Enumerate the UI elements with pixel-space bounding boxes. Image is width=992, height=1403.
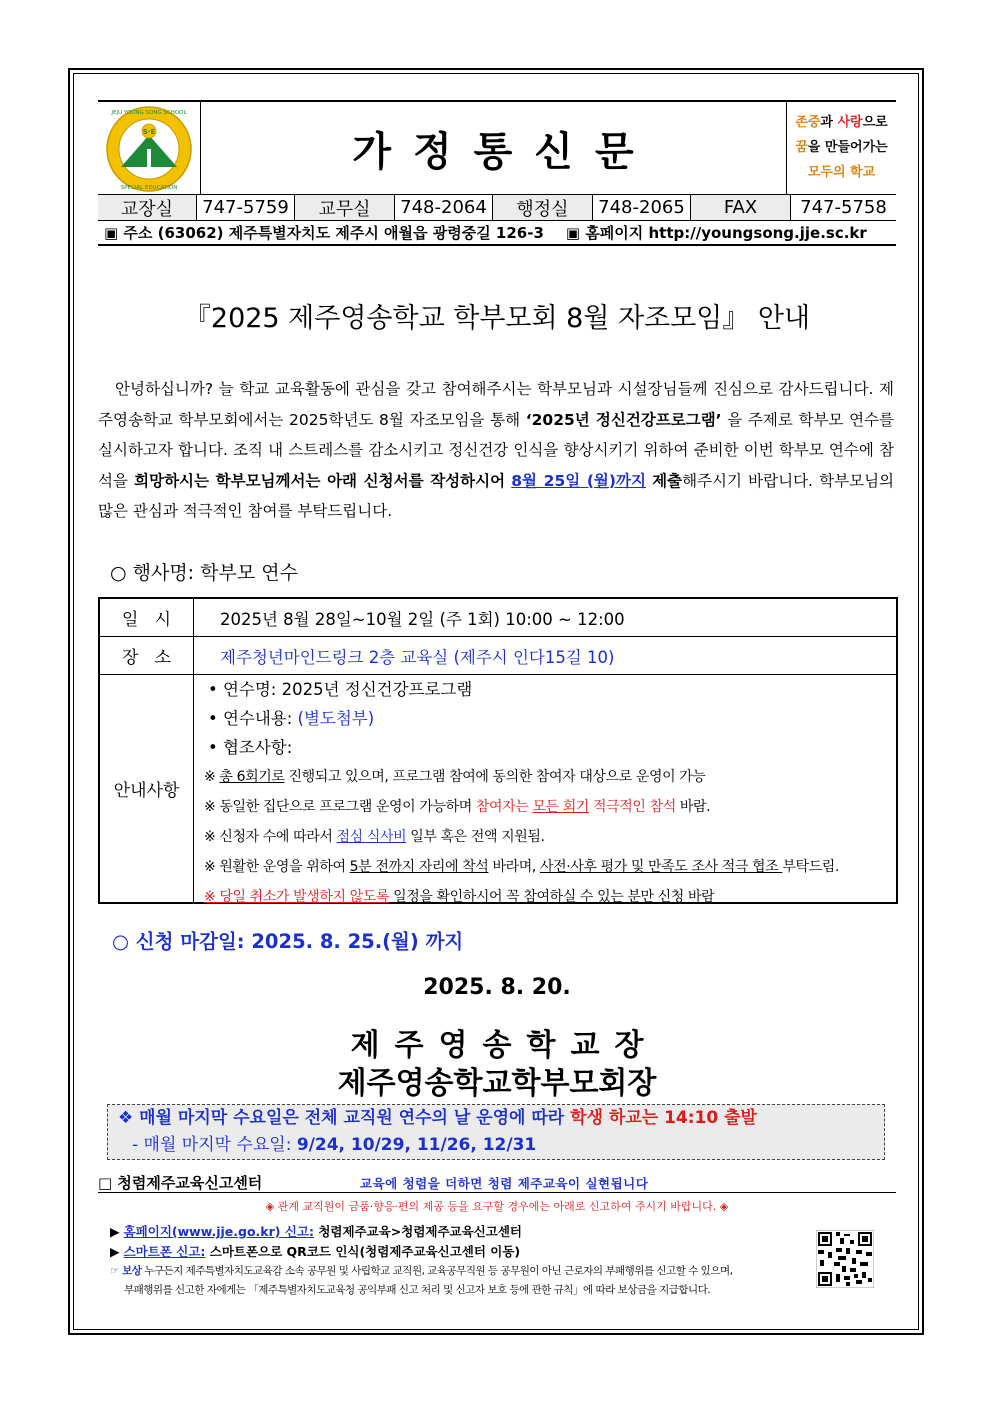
course-content-attachment: (별도첨부) bbox=[297, 709, 375, 728]
event-name: ○ 행사명: 학부모 연수 bbox=[110, 562, 298, 584]
notice-dates-label: - 매월 마지막 수요일: bbox=[132, 1135, 297, 1155]
note-attendance-end: 바람. bbox=[675, 799, 711, 815]
letterhead-top bbox=[98, 100, 896, 195]
report-homepage-path: 청렴제주교육>청렴제주교육신고센터 bbox=[313, 1224, 523, 1239]
note-punctuality-seat: 5분 전까지 자리에 착석 bbox=[349, 859, 489, 875]
school-homepage[interactable]: ▣ 홈페이지 http://youngsong.jje.sc.kr bbox=[565, 224, 867, 242]
reward-line-2: 부패행위를 신고한 자에게는 「제주특별자치도교육청 공익부패 신고 처리 및 신고자 보호 등에 관한 규칙」에 따라 보상금을 지급합니다. bbox=[124, 1284, 711, 1296]
slogan-making: 을 만들어가는 bbox=[807, 140, 888, 155]
logo-bottom-text: SPECIAL EDUCATION bbox=[120, 184, 178, 191]
slogan-school: 모두의 학교 bbox=[807, 165, 876, 180]
slogan-respect: 존중 bbox=[795, 115, 821, 130]
contact-row bbox=[98, 195, 896, 221]
note-mark: ※ bbox=[204, 769, 220, 785]
report-smartphone bbox=[110, 1242, 732, 1262]
note-cancel bbox=[204, 882, 896, 912]
school-logo-emblem bbox=[105, 105, 193, 193]
place-label: 장 소 bbox=[100, 637, 194, 674]
intro-text-1: 안녕하십니까? 늘 학교 교육활동에 관심을 갖고 참여해주시는 학부모님과 시설장님들께 진심으로 감사드립니다. 제주영송학교 학부모회에서는 2025학년도 8월 자조모임을 통해 bbox=[98, 380, 894, 429]
note-lunch-end: 일부 혹은 전액 지원됨. bbox=[406, 829, 545, 845]
document-title: 『2025 제주영송학교 학부모회 8월 자조모임』 안내 bbox=[183, 303, 811, 334]
reward-label: ☞ 보상 bbox=[110, 1265, 142, 1277]
note-punctuality-end: 부탁드림. bbox=[782, 859, 839, 875]
notice-line-1 bbox=[118, 1105, 884, 1132]
slogan-love: 사랑 bbox=[837, 115, 863, 130]
note-lunch bbox=[204, 822, 896, 852]
guide-content bbox=[194, 675, 896, 905]
report-smartphone-method: 스마트폰으로 QR코드 인식(청렴제주교육신고센터 이동) bbox=[205, 1244, 521, 1259]
info-row-date bbox=[100, 599, 896, 637]
slogan-and: 과 bbox=[820, 115, 838, 130]
note-punctuality-text: ※ 원활한 운영을 위하여 bbox=[204, 859, 350, 875]
intro-text-2: 을 주제로 학부모 연수를 실시하고자 합니다. 조직 내 스트레스를 감소시키고 정신건강 인식을 향상시키기 위하여 준비한 이번 학부모 연수에 참석을 bbox=[98, 410, 894, 490]
note-attendance bbox=[204, 792, 896, 822]
note-cancel-warning: ※ 당일 취소가 발생하지 않도록 bbox=[204, 889, 390, 905]
report-instruction: ◈ 관계 교직원이 금품·향응·편의 제공 등을 요구할 경우에는 아래로 신고하여 주시기 바랍니다. ◈ bbox=[265, 1200, 729, 1213]
integrity-slogan: 교육에 청렴을 더하면 청렴 제주교육이 실현됩니다 bbox=[360, 1176, 649, 1191]
guide-label: 안내사항 bbox=[100, 675, 194, 902]
note-attendance-participants: 참여자는 bbox=[475, 799, 533, 815]
contact-label: FAX bbox=[691, 195, 791, 220]
logo-center-text: S·E bbox=[142, 127, 156, 136]
wednesday-notice bbox=[107, 1104, 885, 1160]
newsletter-title: 가정통신문 bbox=[352, 129, 656, 175]
arrow-icon: ▶ bbox=[110, 1244, 124, 1259]
note-punctuality-mid: 바라며, bbox=[488, 859, 540, 875]
contact-number: 748-2065 bbox=[593, 195, 691, 220]
slogan-dream: 꿈 bbox=[795, 140, 808, 155]
notice-line-2 bbox=[118, 1132, 884, 1158]
signature-principal: 제주영송학교장 bbox=[350, 1028, 659, 1063]
signature-parents-association: 제주영송학교학부모회장 bbox=[337, 1066, 657, 1101]
note-attendance-all: 모든 회기 bbox=[532, 799, 589, 815]
date-value: 2025년 8월 28일~10월 2일 (주 1회) 10:00 ~ 12:00 bbox=[220, 609, 625, 629]
contact-label: 교무실 bbox=[295, 195, 395, 220]
report-smartphone-link[interactable]: 스마트폰 신고: bbox=[123, 1244, 206, 1259]
school-slogan bbox=[786, 102, 896, 195]
event-info-table bbox=[98, 597, 898, 904]
course-content bbox=[204, 704, 896, 733]
note-lunch-text: ※ 신청자 수에 따라서 bbox=[204, 829, 337, 845]
notice-text: ❖ 매월 마지막 수요일은 전체 교직원 연수의 날 운영에 따라 bbox=[118, 1108, 571, 1128]
contact-number: 747-5759 bbox=[197, 195, 295, 220]
cooperation-heading: • 협조사항: bbox=[208, 738, 293, 757]
integrity-center-title: □ 청렴제주교육신고센터 bbox=[98, 1174, 263, 1192]
info-row-place bbox=[100, 637, 896, 675]
report-channels bbox=[110, 1222, 732, 1300]
note-attendance-active: 적극적인 참석 bbox=[588, 799, 676, 815]
application-deadline: ○ 신청 마감일: 2025. 8. 25.(월) 까지 bbox=[112, 930, 464, 953]
address-row bbox=[98, 221, 896, 246]
logo-ring-text: JEJU YOUNG SONG SCHOOL bbox=[111, 109, 187, 116]
intro-paragraph bbox=[98, 374, 894, 527]
contact-number: 747-5758 bbox=[800, 197, 887, 218]
place-value: 제주청년마인드링크 2층 교육실 (제주시 인다15길 10) bbox=[220, 647, 615, 667]
slogan-with: 으로 bbox=[862, 115, 888, 130]
report-homepage-link[interactable]: 홈페이지(www.jje.go.kr) 신고: bbox=[123, 1224, 314, 1239]
course-content-label: • 연수내용: bbox=[208, 709, 298, 728]
intro-text-3: 해주시기 바랍니다. 학부모님의 많은 관심과 적극적인 참여를 부탁드립니다. bbox=[98, 471, 895, 520]
contact-number: 748-2064 bbox=[395, 195, 493, 220]
info-row-guide bbox=[100, 675, 896, 905]
note-lunch-cost: 점심 식사비 bbox=[336, 829, 407, 845]
school-logo bbox=[98, 102, 201, 195]
contact-label: 행정실 bbox=[493, 195, 593, 220]
reward-text-1: 누구든지 제주특별자치도교육감 소속 공무원 및 사립학교 교직원, 교육공무직원 등 공무원이 아닌 근로자의 부패행위를 신고할 수 있으며, bbox=[141, 1265, 733, 1277]
note-attendance-text: ※ 동일한 집단으로 프로그램 운영이 가능하며 bbox=[204, 799, 476, 815]
date-label: 일 시 bbox=[100, 599, 194, 636]
notice-dates: 9/24, 10/29, 11/26, 12/31 bbox=[296, 1135, 537, 1155]
reward-line-1 bbox=[110, 1262, 732, 1281]
letterhead bbox=[98, 100, 896, 246]
intro-deadline: 8월 25일 (월)까지 bbox=[511, 471, 646, 490]
note-punctuality-survey: 사전·사후 평가 및 만족도 조사 적극 협조 bbox=[539, 859, 783, 875]
note-punctuality bbox=[204, 852, 896, 882]
arrow-icon: ▶ bbox=[110, 1224, 124, 1239]
school-address: ▣ 주소 (63062) 제주특별자치도 제주시 애월읍 광령중길 126-3 bbox=[104, 224, 544, 242]
issue-date: 2025. 8. 20. bbox=[423, 975, 571, 1000]
note-cancel-text: 일정을 확인하시어 꼭 참여하실 수 있는 분만 신청 바람 bbox=[389, 889, 715, 905]
note-sessions bbox=[204, 762, 896, 792]
contact-label: 교장실 bbox=[98, 195, 197, 220]
intro-request: 희망하시는 학부모님께서는 아래 신청서를 작성하시어 bbox=[134, 471, 506, 490]
note-sessions-text: 진행되고 있으며, 프로그램 참여에 동의한 참여자 대상으로 운영이 가능 bbox=[284, 769, 706, 785]
course-name: • 연수명: 2025년 정신건강프로그램 bbox=[208, 680, 473, 699]
notice-dismissal-time: 학생 하교는 14:10 출발 bbox=[570, 1108, 757, 1128]
report-homepage bbox=[110, 1222, 732, 1242]
intro-submit: 제출 bbox=[652, 471, 683, 490]
qr-code-icon[interactable] bbox=[816, 1230, 874, 1288]
intro-program-name: ‘2025년 정신건강프로그램’ bbox=[525, 410, 722, 429]
note-sessions-count: 총 6회기로 bbox=[219, 769, 285, 785]
divider bbox=[98, 1192, 896, 1193]
